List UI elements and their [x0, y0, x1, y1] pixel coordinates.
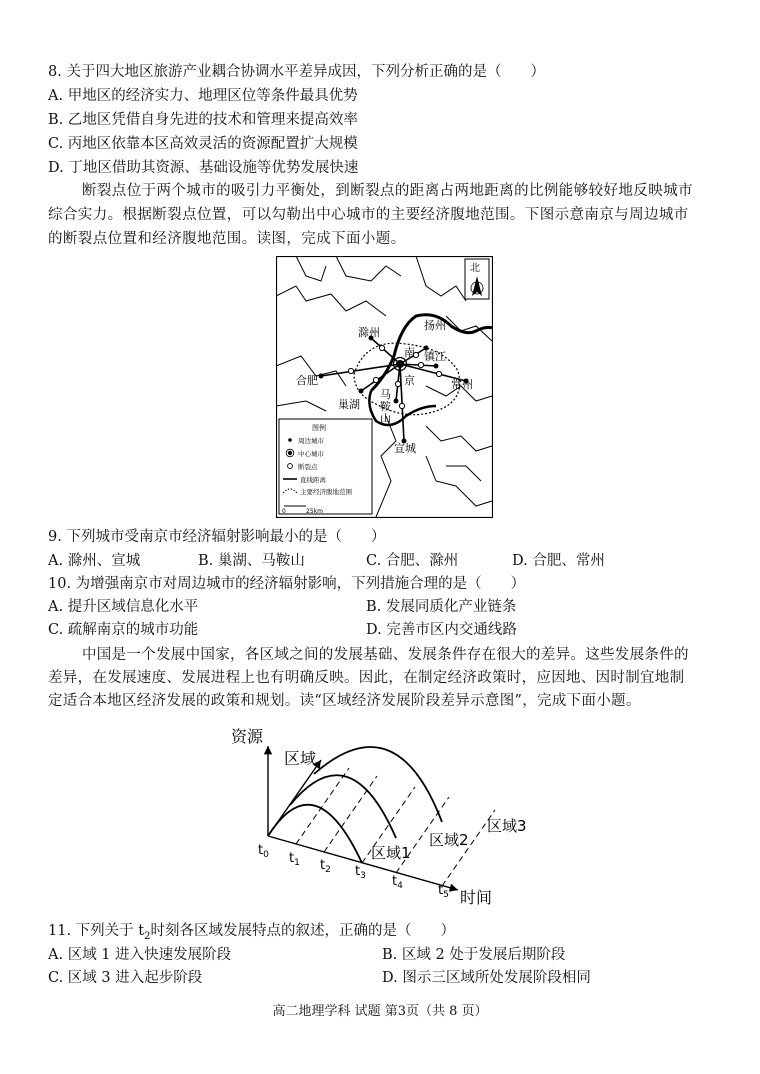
label-nanjing-1: 南 — [404, 346, 415, 359]
legend-title: 图例 — [312, 424, 326, 432]
legend-scale-km: 25km — [306, 508, 323, 515]
legend-breakpoint: 断裂点 — [298, 463, 318, 471]
legend-center: 中心城市 — [298, 450, 324, 458]
label-maanshan-2: 鞍 — [380, 400, 391, 413]
q10-stem: 10. 为增强南京市对周边城市的经济辐射影响，下列措施合理的是（ ） — [48, 576, 526, 592]
label-xuancheng: 宣城 — [394, 442, 416, 455]
t5-label: $t_5$ — [438, 883, 449, 900]
x-axis-label: 时间 — [460, 888, 493, 907]
nanjing-marker — [396, 360, 404, 368]
region1-curve — [268, 805, 362, 863]
region3-label: 区域3 — [487, 817, 527, 835]
legend-straight: 直线距离 — [300, 476, 326, 484]
t2-label: $t_2$ — [320, 858, 331, 875]
hefei-marker — [319, 374, 324, 379]
passage2-line3: 定适合本地区经济发展的政策和规划。读“区域经济发展阶段差异示意图”，完成下面小题。 — [48, 693, 641, 709]
q11-stem: 11. 下列关于 $t_2$时刻各区域发展特点的叙述，正确的是（ ） — [48, 923, 455, 942]
t3-label: $t_3$ — [355, 864, 366, 881]
q8-option-c: C. 丙地区依靠本区高效灵活的资源配置扩大规模 — [48, 136, 358, 152]
passage1-line2: 综合实力。根据断裂点位置，可以勾勒出中心城市的主要经济腹地范围。下图示意南京与周边城市 — [48, 207, 689, 223]
legend-scale-zero: 0 — [282, 508, 286, 515]
label-chaohu: 巢湖 — [338, 398, 360, 411]
q8-option-b: B. 乙地区凭借自身先进的技术和管理来提高效率 — [48, 112, 358, 128]
q9-option-d: D. 合肥、常州 — [512, 553, 605, 569]
q8-stem: 8. 关于四大地区旅游产业耦合协调水平差异成因，下列分析正确的是（ ） — [48, 64, 545, 80]
q9-option-a: A. 滁州、宣城 — [48, 553, 141, 569]
q9-option-b: B. 巢湖、马鞍山 — [198, 553, 305, 569]
q8-option-a: A. 甲地区的经济实力、地理区位等条件最具优势 — [48, 88, 358, 104]
q11-option-a: A. 区域 1 进入快速发展阶段 — [48, 947, 232, 963]
label-hefei: 合肥 — [296, 374, 318, 387]
maanshan-marker — [394, 399, 399, 404]
q8-option-d: D. 丁地区借助其资源、基础设施等优势发展快速 — [48, 160, 359, 176]
legend-hinterland: 主要经济腹地范围 — [300, 488, 352, 496]
q10-option-c: C. 疏解南京的城市功能 — [48, 622, 199, 638]
label-maanshan-3: 山 — [380, 412, 391, 425]
q9-stem: 9. 下列城市受南京市经济辐射影响最小的是（ ） — [48, 529, 386, 545]
passage2-line2: 差异，在发展速度、发展进程上也有明确反映。因此，在制定经济政策时，应因地、因时制宜地制 — [48, 670, 685, 686]
y-axis-label: 资源 — [231, 727, 264, 746]
region3-curve — [314, 747, 442, 822]
label-nanjing-2: 京 — [404, 374, 415, 387]
passage1-line1: 断裂点位于两个城市的吸引力平衡处，到断裂点的距离占两地距离的比例能够较好地反映城市 — [82, 183, 693, 199]
q11-option-b: B. 区域 2 处于发展后期阶段 — [382, 947, 566, 963]
page-footer: 高二地理学科 试题 第3页（共 8 页） — [272, 1004, 488, 1019]
label-yangzhou: 扬州 — [424, 319, 446, 332]
passage1-line3: 的断裂点位置和经济腹地范围。读图，完成下面小题。 — [48, 231, 406, 247]
north-label: 北 — [470, 263, 480, 274]
t0-label: $t_0$ — [258, 843, 269, 860]
zhenjiang-marker — [434, 364, 439, 369]
north-arrow — [465, 259, 489, 299]
z-axis-label: 区域 — [284, 749, 317, 768]
q9-option-c: C. 合肥、滁州 — [366, 553, 459, 569]
q11-option-c: C. 区域 3 进入起步阶段 — [48, 970, 203, 986]
q10-option-b: B. 发展同质化产业链条 — [366, 599, 517, 615]
label-changzhou: 常州 — [451, 378, 473, 391]
chaohu-marker — [359, 389, 364, 394]
q10-option-a: A. 提升区域信息化水平 — [48, 599, 199, 615]
q10-option-d: D. 完善市区内交通线路 — [366, 622, 517, 638]
label-chuzhou: 滁州 — [358, 326, 380, 339]
t4-label: $t_4$ — [392, 874, 403, 891]
passage2-line1: 中国是一个发展中国家，各区域之间的发展基础、发展条件存在很大的差异。这些发展条件的 — [82, 647, 689, 663]
region2-label: 区域2 — [429, 831, 469, 849]
region1-label: 区域1 — [371, 844, 411, 862]
q11-option-d: D. 图示三区域所处发展阶段相同 — [382, 970, 591, 986]
label-maanshan-1: 马 — [380, 388, 391, 401]
t1-label: $t_1$ — [289, 851, 300, 868]
legend-periphery: 周边城市 — [298, 437, 324, 445]
map-legend — [279, 419, 372, 515]
nanjing-hinterland-map — [276, 256, 493, 518]
development-stage-diagram — [226, 722, 546, 912]
label-zhenjiang: 镇江 — [424, 350, 446, 363]
